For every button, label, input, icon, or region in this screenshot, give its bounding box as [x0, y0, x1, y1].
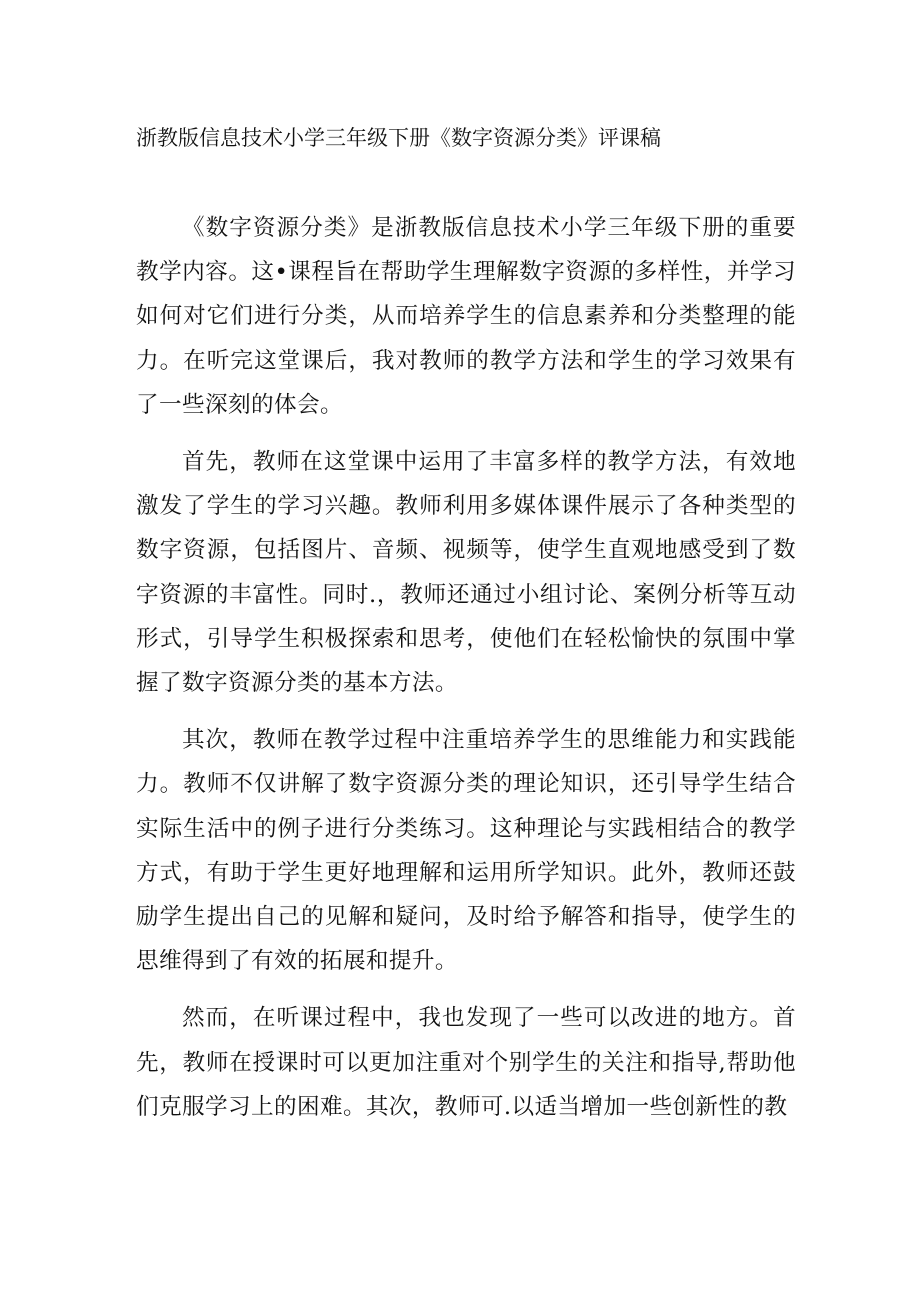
paragraph-first-point: 首先，教师在这堂课中运用了丰富多样的教学方法，有效地激发了学生的学习兴趣。教师利用多媒体课件展示了各种类型的数字资源，包括图片、音频、视频等，使学生直观地感受到了数字资源的丰富性。同时.，教师还通过小组讨论、案例分析等互动形式，引导学生积极探索和思考，使他们在轻松愉快的氛围中掌握了数字资源分类的基本方法。: [136, 449, 796, 697]
paragraph-intro: 《数字资源分类》是浙教版信息技术小学三年级下册的重要教学内容。这•课程旨在帮助学生理解数字资源的多样性，并学习如何对它们进行分类，从而培养学生的信息素养和分类整理的能力。在听完这堂课后，我对教师的教学方法和学生的学习效果有了一些深刻的体会。: [136, 215, 796, 418]
paragraph-improvements: 然而，在听课过程中，我也发现了一些可以改进的地方。首先，教师在授课时可以更加注重对个别学生的关注和指导,帮助他们克服学习上的困难。其次，教师可.以适当增加一些创新性的教: [136, 1005, 796, 1120]
paragraph-second-point: 其次，教师在教学过程中注重培养学生的思维能力和实践能力。教师不仅讲解了数字资源分类的理论知识，还引导学生结合实际生活中的例子进行分类练习。这种理论与实践相结合的教学方式，有助于学生更好地理解和运用所学知识。此外，教师还鼓励学生提出自己的见解和疑问，及时给予解答和指导，使学生的思维得到了有效的拓展和提升。: [136, 727, 796, 975]
document-title: 浙教版信息技术小学三年级下册《数字资源分类》评课稿: [136, 126, 661, 150]
document-body: [136, 206, 796, 1142]
